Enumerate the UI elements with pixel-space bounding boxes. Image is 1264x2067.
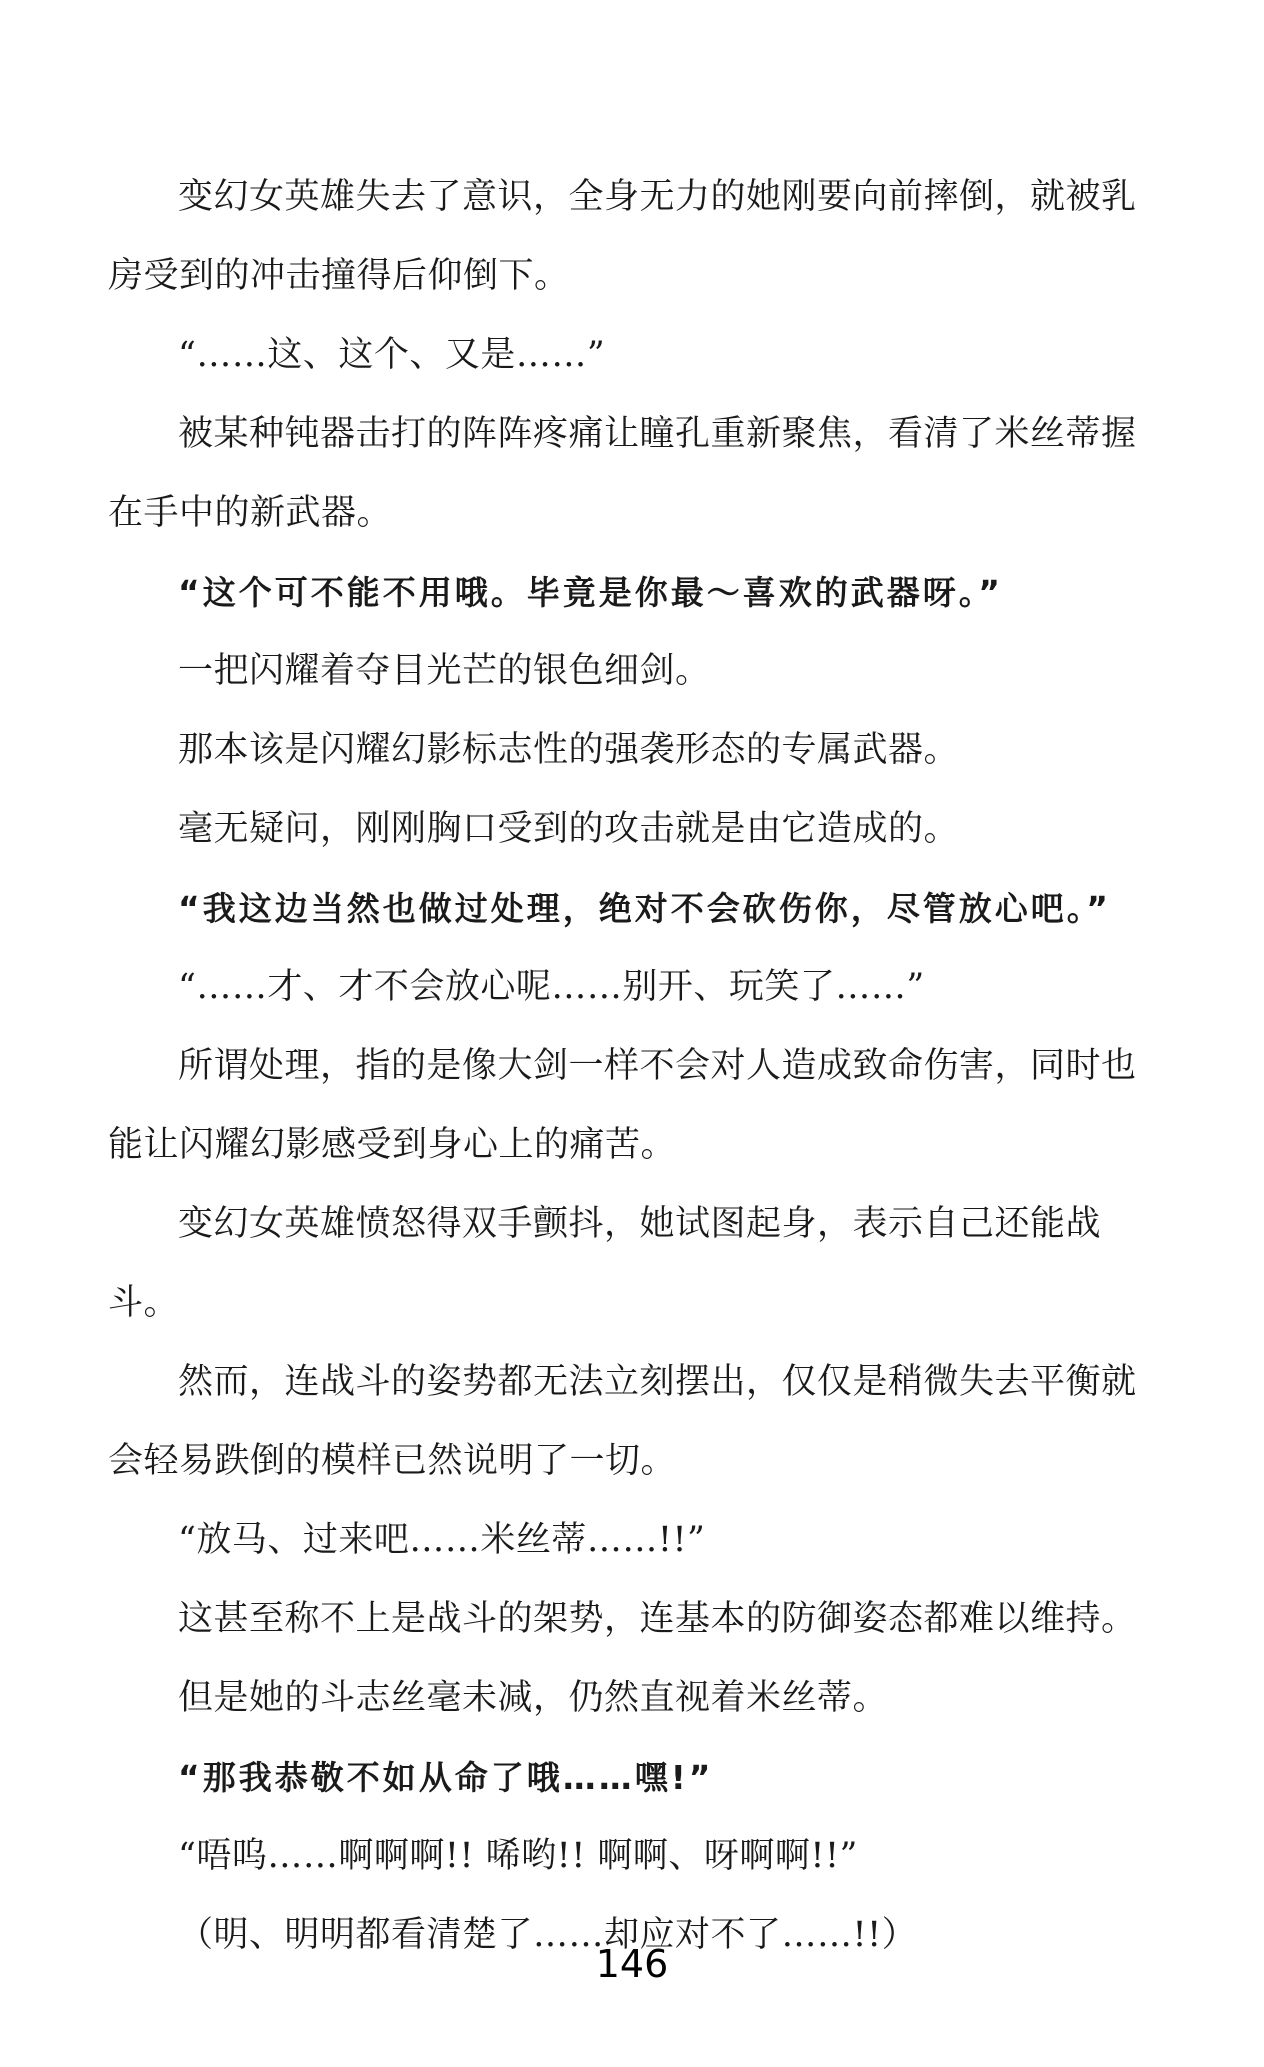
paragraph: “……才、才不会放心呢……别开、玩笑了……” (178, 967, 925, 1007)
paragraph: “唔呜……啊啊啊!! 唏哟!! 啊啊、呀啊啊!!” (178, 1836, 858, 1876)
paragraph-bold: “那我恭敬不如从命了哦……嘿!” (178, 1758, 714, 1797)
body-text (108, 158, 1168, 1975)
paragraph: 一把闪耀着夺目光芒的银色细剑。 (178, 651, 711, 691)
paragraph: （明、明明都看清楚了……却应对不了……!!） (178, 1915, 918, 1955)
paragraph-bold: “我这边当然也做过处理，绝对不会砍伤你，尽管放心吧。” (178, 889, 1111, 928)
paragraph: 被某种钝器击打的阵阵疼痛让瞳孔重新聚焦，看清了米丝蒂握在手中的新武器。 (108, 414, 1137, 533)
paragraph: 然而，连战斗的姿势都无法立刻摆出，仅仅是稍微失去平衡就会轻易跌倒的模样已然说明了一切。 (108, 1362, 1137, 1481)
paragraph: 但是她的斗志丝毫未减，仍然直视着米丝蒂。 (178, 1678, 889, 1718)
paragraph: 毫无疑问，刚刚胸口受到的攻击就是由它造成的。 (178, 809, 960, 849)
paragraph: 变幻女英雄失去了意识，全身无力的她刚要向前摔倒，就被乳房受到的冲击撞得后仰倒下。 (108, 177, 1137, 296)
paragraph: 这甚至称不上是战斗的架势，连基本的防御姿态都难以维持。 (178, 1599, 1137, 1639)
paragraph: “放马、过来吧……米丝蒂……!!” (178, 1520, 706, 1560)
paragraph: “……这、这个、又是……” (178, 335, 606, 375)
paragraph: 变幻女英雄愤怒得双手颤抖，她试图起身，表示自己还能战斗。 (108, 1204, 1102, 1323)
page-number: 146 (595, 1942, 669, 1986)
paragraph: 所谓处理，指的是像大剑一样不会对人造成致命伤害，同时也能让闪耀幻影感受到身心上的痛苦。 (108, 1046, 1137, 1165)
paragraph: 那本该是闪耀幻影标志性的强袭形态的专属武器。 (178, 730, 960, 770)
paragraph-bold: “这个可不能不用哦。毕竟是你最～喜欢的武器呀。” (178, 573, 1003, 612)
